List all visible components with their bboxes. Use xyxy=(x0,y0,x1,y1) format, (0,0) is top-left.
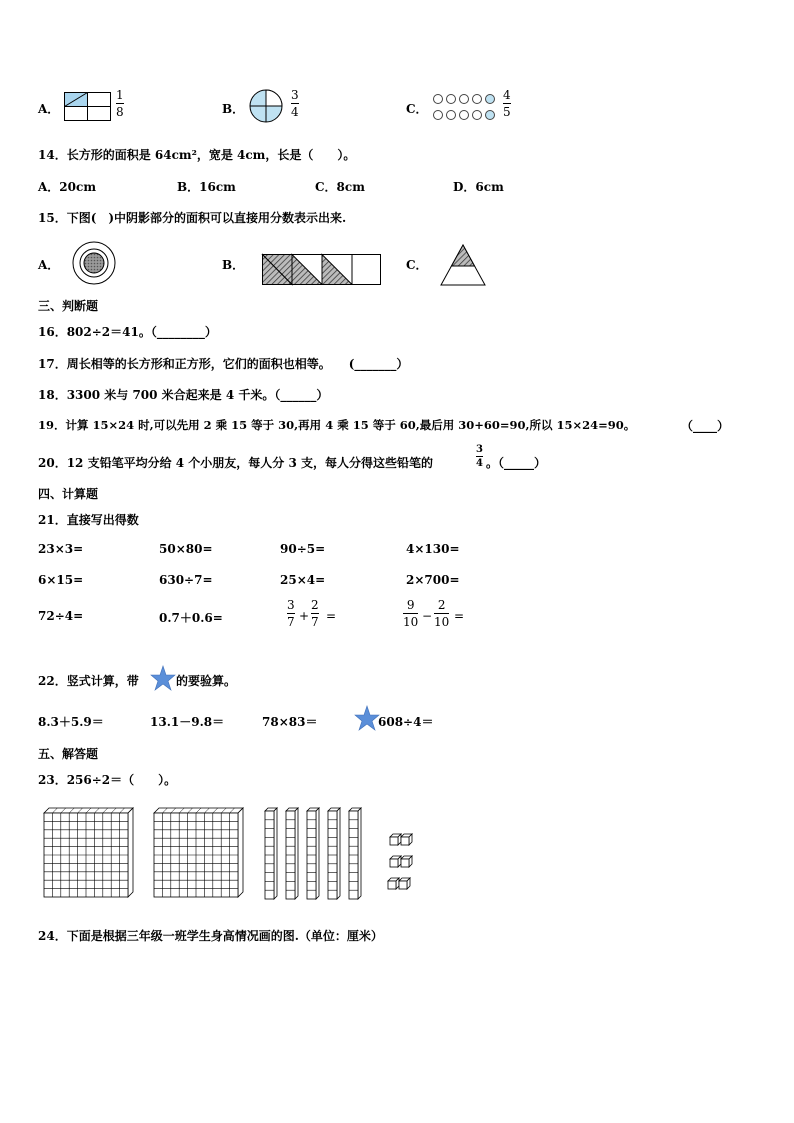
q21-f1-eq: = xyxy=(326,609,337,623)
q21-r1-c2: 50×80= xyxy=(159,542,213,556)
q21-f2-op: − xyxy=(422,609,433,623)
q13-a-rect-figure xyxy=(64,92,112,122)
q22-stem-pre: 22．竖式计算，带 xyxy=(38,674,139,688)
star-icon xyxy=(150,665,176,691)
q21-r3-c1: 72÷4= xyxy=(38,609,84,623)
q15-c-triangle-figure xyxy=(440,244,488,288)
q24-stem: 24．下面是根据三年级一班学生身高情况画的图.（单位：厘米） xyxy=(38,929,383,943)
section-3-title: 三、判断题 xyxy=(38,299,99,313)
hundred-flat xyxy=(154,808,243,897)
ten-rod xyxy=(307,808,319,899)
q13-option-a-label: A． xyxy=(38,102,60,116)
q21-r2-c4: 2×700= xyxy=(406,573,460,587)
q19: 19．计算 15×24 时,可以先用 2 乘 15 等于 30,再用 4 乘 15 等于 60,最后用 30+60=90,所以 15×24=90。 xyxy=(38,418,636,432)
q13-option-c-label: C． xyxy=(406,102,428,116)
q21-f2-eq: = xyxy=(454,609,465,623)
q20-fraction: 3 4 xyxy=(476,444,483,469)
q21-r1-c4: 4×130= xyxy=(406,542,460,556)
q20-text: 20．12 支铅笔平均分给 4 个小朋友，每人分 3 支，每人分得这些铅笔的 xyxy=(38,456,433,470)
q15-option-c-label: C． xyxy=(406,258,428,272)
q22-item-2: 13.1－9.8＝ xyxy=(150,715,225,729)
ten-rod xyxy=(328,808,340,899)
one-cube xyxy=(399,878,410,889)
one-cube xyxy=(401,834,412,845)
q15-stem: 15．下图( )中阴影部分的面积可以直接用分数表示出来. xyxy=(38,211,347,225)
q21-r2-c1: 6×15= xyxy=(38,573,84,587)
q21-r3-c2: 0.7＋0.6= xyxy=(159,611,223,625)
ten-rod xyxy=(349,808,361,899)
one-cube xyxy=(390,834,401,845)
q14-option-a: A．20cm xyxy=(38,180,97,194)
section-4-title: 四、计算题 xyxy=(38,487,99,501)
one-cube xyxy=(401,856,412,867)
q13-option-b-label: B． xyxy=(222,102,245,116)
q16: 16．802÷2＝41。（________） xyxy=(38,325,217,339)
ten-rod xyxy=(265,808,277,899)
q21-r2-c3: 25×4= xyxy=(280,573,326,587)
q21-f2-left: 9 10 xyxy=(403,598,419,629)
q21-f1-right: 2 7 xyxy=(311,598,319,629)
section-5-title: 五、解答题 xyxy=(38,747,99,761)
q22-stem-post: 的要验算。 xyxy=(176,674,237,688)
ten-rod xyxy=(286,808,298,899)
q22-item-4: 608÷4＝ xyxy=(378,715,434,729)
q13-a-fraction: 1 8 xyxy=(116,88,124,119)
q22-item-1: 8.3＋5.9＝ xyxy=(38,715,104,729)
q14-option-c: C．8cm xyxy=(315,180,365,194)
q21-f2-right: 2 10 xyxy=(434,598,450,629)
one-cube xyxy=(390,856,401,867)
q18: 18．3300 米与 700 米合起来是 4 千米。（______） xyxy=(38,388,329,402)
q21-f1-op: + xyxy=(299,609,310,623)
q14-option-d: D．6cm xyxy=(453,180,504,194)
q23-stem: 23．256÷2＝（ ）。 xyxy=(38,773,177,787)
hundred-flat xyxy=(44,808,133,897)
q17: 17．周长相等的长方形和正方形，它们的面积也相等。 (_______） xyxy=(38,357,409,371)
q21-f1-left: 3 7 xyxy=(287,598,295,629)
star-icon xyxy=(354,705,380,731)
q15-option-a-label: A． xyxy=(38,258,60,272)
q21-r2-c2: 630÷7= xyxy=(159,573,213,587)
q13-c-fraction: 4 5 xyxy=(503,88,511,119)
q15-option-b-label: B． xyxy=(222,258,245,272)
q14-option-b: B．16cm xyxy=(177,180,236,194)
q14-stem: 14．长方形的面积是 64cm²，宽是 4cm，长是（ ）。 xyxy=(38,148,356,162)
base-ten-blocks-figure xyxy=(40,806,430,906)
q21-stem: 21．直接写出得数 xyxy=(38,513,139,527)
q20-blank: 。（_____） xyxy=(486,456,547,470)
q15-b-triangles-figure xyxy=(262,254,384,286)
one-cube xyxy=(388,878,399,889)
q13-c-dots-figure xyxy=(432,93,502,123)
q19-blank: （____） xyxy=(681,419,730,433)
q21-r1-c1: 23×3= xyxy=(38,542,84,556)
q15-a-ring-figure xyxy=(72,241,118,287)
q22-item-3: 78×83＝ xyxy=(262,715,318,729)
q21-r1-c3: 90÷5= xyxy=(280,542,326,556)
q13-b-circle-figure xyxy=(249,89,285,125)
q13-b-fraction: 3 4 xyxy=(291,88,299,119)
